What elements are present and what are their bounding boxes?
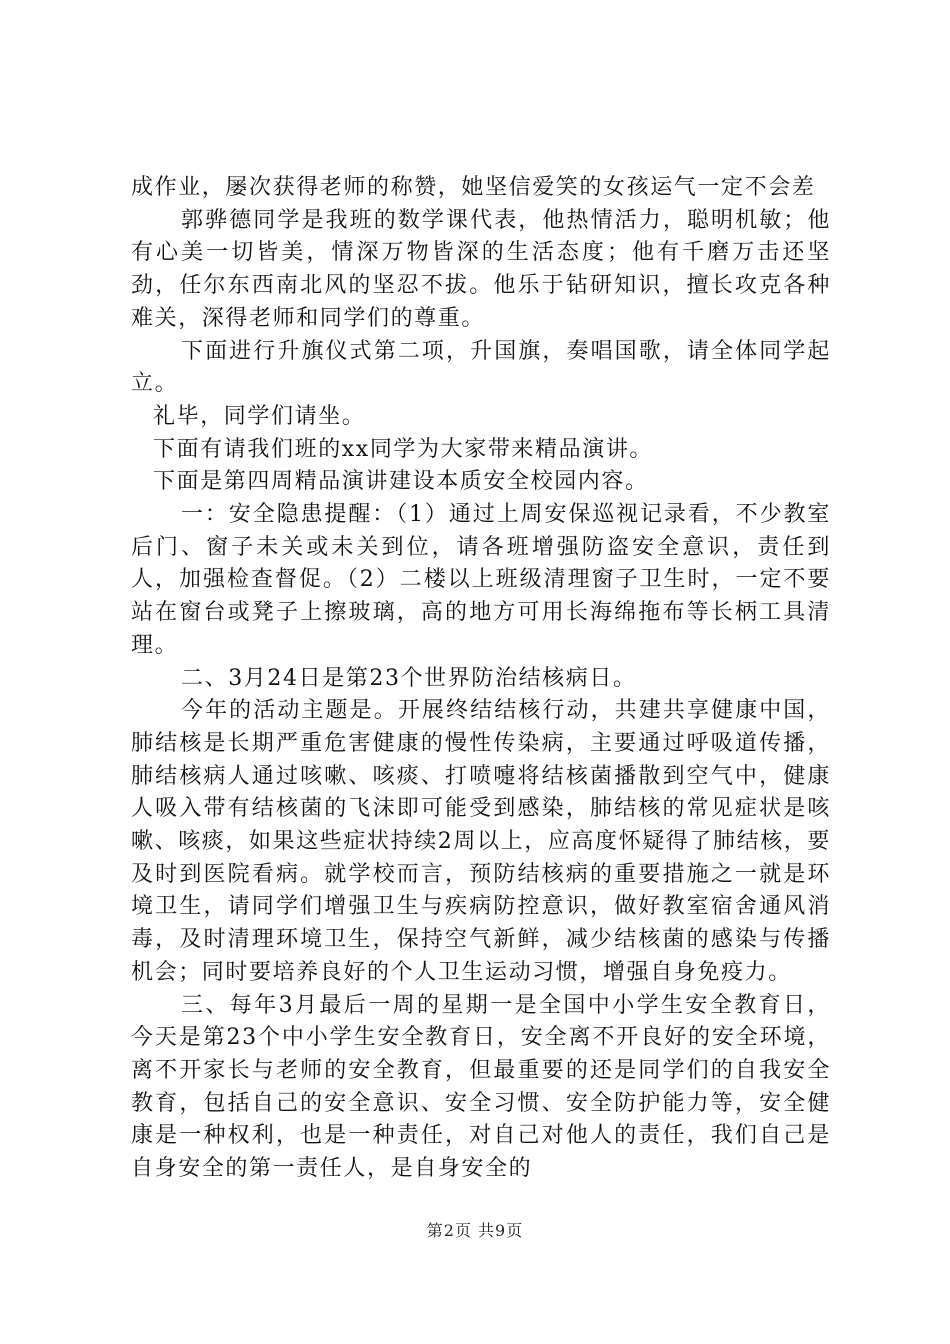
paragraph-student-intro: 郭骅德同学是我班的数学课代表，他热情活力，聪明机敏；他有心美一切皆美，情深万物皆深的生活态度；他有千磨万击还坚劲，任尔东西南北风的坚忍不拔。他乐于钻研知识，擅长攻克各种难关，深得老师和同学们的尊重。: [131, 207, 831, 331]
paragraph-speech-invite: 下面有请我们班的xx同学为大家带来精品演讲。: [153, 436, 654, 462]
paragraph-continuation: 成作业，屡次获得老师的称赞，她坚信爱笑的女孩运气一定不会差: [131, 175, 816, 200]
paragraph-flag-raising: 下面进行升旗仪式第二项，升国旗，奏唱国歌，请全体同学起立。: [131, 338, 831, 397]
paragraph-speech-topic: 下面是第四周精品演讲建设本质安全校园内容。: [153, 469, 649, 495]
paragraph-tb-day: 二、3月24日是第23个世界防治结核病日。: [181, 665, 637, 691]
paragraph-safety-day: 三、每年3月最后一周的星期一是全国中小学生安全教育日，今天是第23个中小学生安全教育日，安全离不开良好的安全环境，离不开家长与老师的安全教育，但最重要的还是同学们的自我安全教育，包括自己的安全意识、安全习惯、安全防护能力等，安全健康是一种权利，也是一种责任，对自己对他人的责任，我们自己是自身安全的第一责任人，是自身安全的: [131, 992, 831, 1182]
paragraph-sit-down: 礼毕，同学们请坐。: [153, 403, 366, 429]
page-number: 第2页 共9页: [426, 1221, 524, 1240]
document-body: [131, 172, 831, 1186]
paragraph-safety-reminder: 一：安全隐患提醒：（1）通过上周安保巡视记录看，不少教室后门、窗子未关或未关到位，请各班增强防盗安全意识，责任到人，加强检查督促。（2）二楼以上班级清理窗子卫生时，一定不要站在窗台或凳子上擦玻璃，高的地方可用长海绵拖布等长柄工具清理。: [131, 502, 831, 658]
paragraph-tb-theme: 今年的活动主题是。开展终结结核行动，共建共享健康中国，肺结核是长期严重危害健康的慢性传染病，主要通过呼吸道传播，肺结核病人通过咳嗽、咳痰、打喷嚏将结核菌播散到空气中，健康人吸入带有结核菌的飞沫即可能受到感染，肺结核的常见症状是咳嗽、咳痰，如果这些症状持续2周以上，应高度怀疑得了肺结核，要及时到医院看病。就学校而言，预防结核病的重要措施之一就是环境卫生，请同学们增强卫生与疾病防控意识，做好教室宿舍通风消毒，及时清理环境卫生，保持空气新鲜，减少结核菌的感染与传播机会；同时要培养良好的个人卫生运动习惯，增强自身免疫力。: [131, 698, 831, 985]
